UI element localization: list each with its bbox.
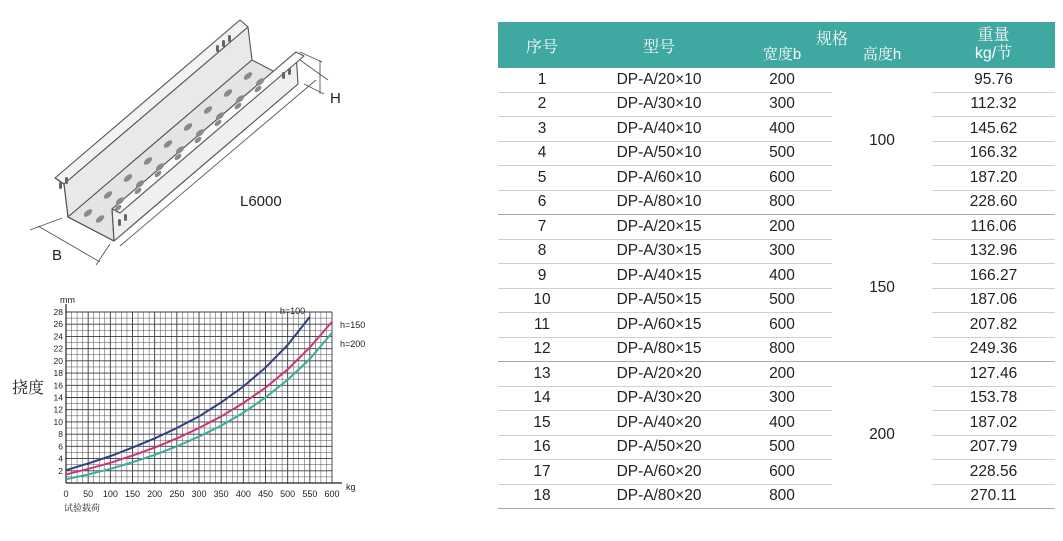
y-tick-label: 2 — [58, 465, 63, 476]
cell-no: 15 — [498, 411, 586, 436]
table-row — [498, 215, 1055, 240]
cell-weight: 132.96 — [932, 239, 1055, 264]
cell-model: DP-A/30×20 — [586, 386, 732, 411]
x-tick-label: 150 — [124, 489, 141, 499]
x-tick-label: 250 — [169, 489, 185, 499]
cell-model: DP-A/80×15 — [586, 337, 732, 362]
y-tick-label: 22 — [53, 343, 63, 354]
y-tick-label: 4 — [58, 453, 63, 464]
deflection-chart — [0, 290, 480, 541]
cell-no: 7 — [498, 215, 586, 240]
series-label: h=150 — [340, 319, 366, 330]
cable-tray-drawing — [0, 0, 480, 290]
cell-width: 500 — [732, 288, 832, 313]
cell-weight: 228.60 — [932, 190, 1055, 215]
cell-width: 500 — [732, 435, 832, 460]
dimension-length-label: L6000 — [240, 193, 282, 210]
cell-no: 6 — [498, 190, 586, 215]
x-tick-label: 400 — [235, 489, 251, 499]
x-tick-label: 550 — [302, 489, 318, 499]
cell-width: 400 — [732, 411, 832, 436]
cell-model: DP-A/30×15 — [586, 239, 732, 264]
cell-model: DP-A/50×15 — [586, 288, 732, 313]
y-tick-label: 16 — [53, 380, 63, 391]
y-axis-unit: mm — [60, 295, 75, 305]
x-tick-label: 300 — [191, 489, 207, 499]
table-row — [498, 411, 1055, 436]
cell-model: DP-A/60×10 — [586, 166, 732, 191]
series-label: h=100 — [279, 305, 306, 316]
table-row — [498, 264, 1055, 289]
cell-weight: 270.11 — [932, 484, 1055, 509]
cell-width: 800 — [732, 190, 832, 215]
cell-width: 200 — [732, 68, 832, 92]
y-tick-label: 6 — [58, 441, 63, 452]
y-tick-label: 18 — [53, 368, 63, 379]
cell-weight: 187.20 — [932, 166, 1055, 191]
dimension-h-label: H — [330, 90, 341, 107]
table-row — [498, 362, 1055, 387]
cell-no: 9 — [498, 264, 586, 289]
spec-table — [498, 22, 1055, 509]
cell-no: 13 — [498, 362, 586, 387]
cell-no: 2 — [498, 92, 586, 117]
table-row — [498, 190, 1055, 215]
y-tick-label: 24 — [53, 331, 63, 342]
header-width: 宽度b — [762, 46, 802, 63]
table-row — [498, 68, 1055, 92]
cell-no: 17 — [498, 460, 586, 485]
x-tick-label: 450 — [257, 489, 274, 499]
cell-weight: 228.56 — [932, 460, 1055, 485]
cell-width: 400 — [732, 117, 832, 142]
y-axis-title: 挠度 — [12, 380, 45, 397]
x-tick-label: 350 — [213, 489, 229, 499]
cell-model: DP-A/40×10 — [586, 117, 732, 142]
cell-width: 300 — [732, 92, 832, 117]
cell-height: 150 — [832, 215, 932, 362]
cell-weight: 153.78 — [932, 386, 1055, 411]
cell-model: DP-A/60×15 — [586, 313, 732, 338]
header-spec: 规格 宽度b 高度h — [732, 22, 932, 68]
table-row — [498, 288, 1055, 313]
table-row — [498, 117, 1055, 142]
cell-no: 3 — [498, 117, 586, 142]
cell-model: DP-A/50×10 — [586, 141, 732, 166]
cell-model: DP-A/40×15 — [586, 264, 732, 289]
cell-model: DP-A/40×20 — [586, 411, 732, 436]
x-tick-label: 50 — [83, 489, 94, 499]
cell-weight: 145.62 — [932, 117, 1055, 142]
cell-model: DP-A/20×10 — [586, 68, 732, 92]
x-tick-label: 200 — [147, 489, 163, 499]
cell-weight: 249.36 — [932, 337, 1055, 362]
cell-width: 200 — [732, 362, 832, 387]
y-tick-label: 26 — [53, 319, 63, 330]
cell-no: 14 — [498, 386, 586, 411]
cell-model: DP-A/60×20 — [586, 460, 732, 485]
table-row — [498, 460, 1055, 485]
cell-model: DP-A/80×10 — [586, 190, 732, 215]
y-tick-label: 14 — [53, 392, 63, 403]
cell-model: DP-A/20×20 — [586, 362, 732, 387]
y-tick-label: 20 — [53, 355, 63, 366]
cell-weight: 187.02 — [932, 411, 1055, 436]
table-row — [498, 92, 1055, 117]
header-weight: 重量 kg/节 — [932, 22, 1055, 68]
cell-model: DP-A/20×15 — [586, 215, 732, 240]
cell-no: 4 — [498, 141, 586, 166]
table-row — [498, 484, 1055, 509]
cell-weight: 187.06 — [932, 288, 1055, 313]
table-row — [498, 313, 1055, 338]
cell-weight: 127.46 — [932, 362, 1055, 387]
x-tick-label: 600 — [324, 489, 340, 499]
cell-weight: 116.06 — [932, 215, 1055, 240]
cell-model: DP-A/50×20 — [586, 435, 732, 460]
cell-no: 10 — [498, 288, 586, 313]
x-axis-unit: kg — [346, 482, 356, 492]
cell-no: 5 — [498, 166, 586, 191]
y-tick-label: 12 — [53, 404, 63, 415]
y-tick-label: 8 — [58, 429, 63, 440]
y-tick-label: 28 — [53, 307, 63, 317]
header-no: 序号 — [498, 22, 586, 68]
x-axis-title: 试验载荷 — [64, 503, 101, 513]
table-row — [498, 435, 1055, 460]
table-row — [498, 386, 1055, 411]
y-tick-label: 10 — [53, 416, 63, 427]
table-row — [498, 239, 1055, 264]
cell-width: 600 — [732, 313, 832, 338]
x-tick-label: 100 — [102, 489, 118, 499]
cell-model: DP-A/80×20 — [586, 484, 732, 509]
table-row — [498, 337, 1055, 362]
cell-no: 11 — [498, 313, 586, 338]
cell-width: 300 — [732, 386, 832, 411]
cell-weight: 207.82 — [932, 313, 1055, 338]
header-model: 型号 — [586, 22, 732, 68]
cell-width: 800 — [732, 337, 832, 362]
cell-no: 16 — [498, 435, 586, 460]
cell-width: 600 — [732, 166, 832, 191]
table-row — [498, 166, 1055, 191]
cell-width: 500 — [732, 141, 832, 166]
cell-weight: 112.32 — [932, 92, 1055, 117]
cell-no: 12 — [498, 337, 586, 362]
cell-height: 100 — [832, 68, 932, 215]
cell-no: 18 — [498, 484, 586, 509]
series-label: h=200 — [340, 338, 366, 349]
cell-no: 8 — [498, 239, 586, 264]
cell-width: 300 — [732, 239, 832, 264]
cell-width: 800 — [732, 484, 832, 509]
cell-weight: 95.76 — [932, 68, 1055, 92]
cell-width: 200 — [732, 215, 832, 240]
cell-width: 600 — [732, 460, 832, 485]
cell-weight: 166.27 — [932, 264, 1055, 289]
x-tick-label: 0 — [63, 489, 69, 499]
cell-weight: 166.32 — [932, 141, 1055, 166]
header-height: 高度h — [862, 46, 902, 63]
dimension-b-label: B — [52, 247, 63, 264]
x-tick-label: 500 — [280, 489, 296, 499]
table-row — [498, 141, 1055, 166]
cell-no: 1 — [498, 68, 586, 92]
cell-width: 400 — [732, 264, 832, 289]
cell-model: DP-A/30×10 — [586, 92, 732, 117]
cell-weight: 207.79 — [932, 435, 1055, 460]
cell-height: 200 — [832, 362, 932, 509]
